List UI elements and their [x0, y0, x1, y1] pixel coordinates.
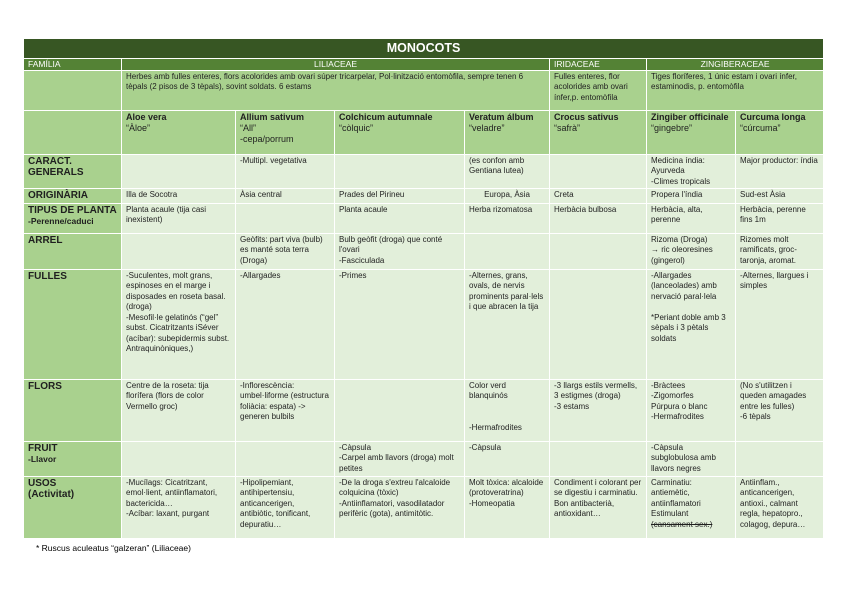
cell: -Alternes, grans, ovals, de nervis prominents paral·lels i que abracen la tija [465, 269, 550, 379]
cell: Prades del Pirineu [335, 189, 465, 204]
species-name: Colchicum autumnale [339, 111, 433, 122]
species-name: Allium sativum [240, 111, 305, 122]
cell: Centre de la roseta: tija florífera (flors de color Vermello groc) [122, 379, 236, 441]
row-header-caract [24, 154, 122, 189]
cell: -Càpsula -Carpel amb llavors (droga) molt petites [335, 441, 465, 476]
description-row [24, 70, 824, 110]
cell [122, 441, 236, 476]
species-row [24, 110, 824, 154]
row-usos [24, 476, 824, 538]
cell: Rizoma (Droga) → ric oleoresines (gingerol) [647, 233, 736, 269]
family-iridaceae: IRIDACEAE [550, 59, 647, 71]
cell: Àsia central [236, 189, 335, 204]
cell: Antiinflam., anticancerigen, antioxi., calmant regla, hepatopro., colagog, depura… [736, 476, 824, 538]
cell: -Inflorescència: umbel·liforme (estructura foliàcia: espata) -> generen bulbils [236, 379, 335, 441]
species-name: Curcuma longa [740, 111, 806, 122]
row-header-originaria: ORIGINÀRIA [24, 189, 122, 204]
species-aloe [122, 110, 236, 154]
desc-iridaceae: Fulles enteres, flor acolorides amb ovari ínfer,p. entomòfila [550, 70, 647, 110]
species-allium [236, 110, 335, 154]
cell [236, 203, 335, 233]
cell [335, 379, 465, 441]
cell: Sud-est Àsia [736, 189, 824, 204]
desc-zingiberaceae: Tiges floríferes, 1 únic estam i ovari ínfer, estaminodis, p. entomòfila [647, 70, 824, 110]
cell [647, 476, 736, 538]
cell [236, 441, 335, 476]
species-common: “All” [240, 122, 256, 133]
row-header-fulles: FULLES [24, 269, 122, 379]
species-zingiber [647, 110, 736, 154]
cell: -Mucílags: Cicatritzant, emol·lient, antiinflamatori, bactericida… -Acíbar: laxant, purgant [122, 476, 236, 538]
usos-zingiber-strike: (cansament sex.) [651, 519, 713, 529]
species-name: Veratum álbum [469, 111, 534, 122]
row-label: FRUIT [28, 442, 58, 454]
cell: -Allargades (lanceolades) amb nervació paral·lela *Periant doble amb 3 sèpals i 3 pètals soldats [647, 269, 736, 379]
cell: (es confon amb Gentiana lutea) [465, 154, 550, 189]
cell: -Primes [335, 269, 465, 379]
species-curcuma [736, 110, 824, 154]
species-name: Crocus sativus [554, 111, 619, 122]
row-sublabel: -Perenne/caduci [28, 216, 94, 226]
row-label: CARACT. [28, 155, 72, 167]
cell [550, 233, 647, 269]
row-header-tipus [24, 203, 122, 233]
species-common: “Àloe” [126, 122, 151, 133]
row-header-usos [24, 476, 122, 538]
cell: Creta [550, 189, 647, 204]
family-liliaceae: LILIACEAE [122, 59, 550, 71]
row-sublabel: -Llavor [28, 454, 57, 464]
row-label: TIPUS DE PLANTA [28, 204, 117, 216]
cell: Planta acaule (tija casi inexistent) [122, 203, 236, 233]
species-row-header [24, 110, 122, 154]
species-common: “gingebre” [651, 122, 693, 133]
row-flors [24, 379, 824, 441]
cell: -Càpsula [465, 441, 550, 476]
cell: -Bràctees -Zigomorfes Púrpura o blanc -Hermafrodites [647, 379, 736, 441]
cell: Propera l'índia [647, 189, 736, 204]
cell: Condiment i colorant per se digestiu i carminatiu. Bon antibacterià, antioxidant… [550, 476, 647, 538]
cell: Herba rizomatosa [465, 203, 550, 233]
cell: -Càpsula subglobulosa amb llavors negres [647, 441, 736, 476]
row-label: GENERALS [28, 167, 84, 178]
cell: Color verd blanquinós -Hermafrodites [465, 379, 550, 441]
table-title: MONOCOTS [24, 39, 824, 59]
cell: Geòfits: part viva (bulb) es manté sota terra (Droga) [236, 233, 335, 269]
species-colchicum [335, 110, 465, 154]
cell: Herbàcia, alta, perenne [647, 203, 736, 233]
cell: Major productor: índia [736, 154, 824, 189]
row-tipus [24, 203, 824, 233]
cell: Medicina índia: Ayurveda -Climes tropicals [647, 154, 736, 189]
cell [550, 441, 647, 476]
cell: Herbàcia bulbosa [550, 203, 647, 233]
cell: Bulb geòfit (droga) que conté l'ovari -Fasciculada [335, 233, 465, 269]
species-veratum [465, 110, 550, 154]
row-label: USOS [28, 477, 57, 489]
cell [335, 154, 465, 189]
usos-zingiber-text: Carminatiu: antiemètic, antiinflamatori Estimulant [651, 477, 701, 518]
cell: Illa de Socotra [122, 189, 236, 204]
cell [122, 233, 236, 269]
cell: Europa, Àsia [465, 189, 550, 204]
cell: Planta acaule [335, 203, 465, 233]
species-name: Zingiber officinale [651, 111, 729, 122]
species-crocus [550, 110, 647, 154]
familia-label: FAMÍLIA [24, 59, 122, 71]
species-common: “veladre” [469, 122, 505, 133]
row-originaria [24, 189, 824, 204]
monocots-table-wrapper [23, 38, 823, 539]
row-header-flors: FLORS [24, 379, 122, 441]
cell: Rizomes molt ramificats, groc-taronja, aromat. [736, 233, 824, 269]
row-header-arrel: ARREL [24, 233, 122, 269]
species-common: “safrà” [554, 122, 581, 133]
title-row [24, 39, 824, 59]
cell [550, 269, 647, 379]
footnote: * Ruscus aculeatus “galzeran” (Liliaceae) [36, 543, 191, 553]
cell: -Hipolipemiant, antihipertensiu, anticancerigen, antibiòtic, tonificant, depuratiu… [236, 476, 335, 538]
cell [465, 233, 550, 269]
row-caract [24, 154, 824, 189]
row-label: (Activitat) [28, 489, 75, 500]
species-extra: -cepa/porrum [240, 133, 294, 144]
cell [122, 154, 236, 189]
cell: -Multipl. vegetativa [236, 154, 335, 189]
species-common: “cúrcuma” [740, 122, 781, 133]
cell: (No s'utilitzen i queden amagades entre les fulles) -6 tèpals [736, 379, 824, 441]
family-header-row [24, 59, 824, 71]
species-name: Aloe vera [126, 111, 167, 122]
cell [736, 441, 824, 476]
desc-liliaceae: Herbes amb fulles enteres, flors acolorides amb ovari súper tricarpelar, Pol·linització entomòfila, sempre tenen 6 tèpals (2 pisos de 3 tèpals), sovint soldats. 6 estams [122, 70, 550, 110]
cell: Herbàcia, perenne fins 1m [736, 203, 824, 233]
species-common: “còlquic” [339, 122, 374, 133]
description-row-header [24, 70, 122, 110]
cell [550, 154, 647, 189]
row-fruit [24, 441, 824, 476]
cell: -De la droga s'extreu l'alcaloide colquicina (tòxic) -Antiinflamatori, vasodilatador perifèric (gota), antimitòtic. [335, 476, 465, 538]
monocots-table [23, 38, 824, 539]
cell: -3 llargs estils vermells, 3 estigmes (droga) -3 estams [550, 379, 647, 441]
row-arrel [24, 233, 824, 269]
cell: -Alternes, llargues i simples [736, 269, 824, 379]
cell: -Allargades [236, 269, 335, 379]
cell: Molt tòxica: alcaloide (protoveratrina) -Homeopatia [465, 476, 550, 538]
row-fulles [24, 269, 824, 379]
row-header-fruit [24, 441, 122, 476]
cell: -Suculentes, molt grans, espinoses en el marge i disposades en roseta basal. (droga) -Mesofil·le gelatinós (“gel” subst. Cicatritzants iSéver (acíbar): subepidermis subst. Antraquinòniques,) [122, 269, 236, 379]
family-zingiberaceae: ZINGIBERACEAE [647, 59, 824, 71]
